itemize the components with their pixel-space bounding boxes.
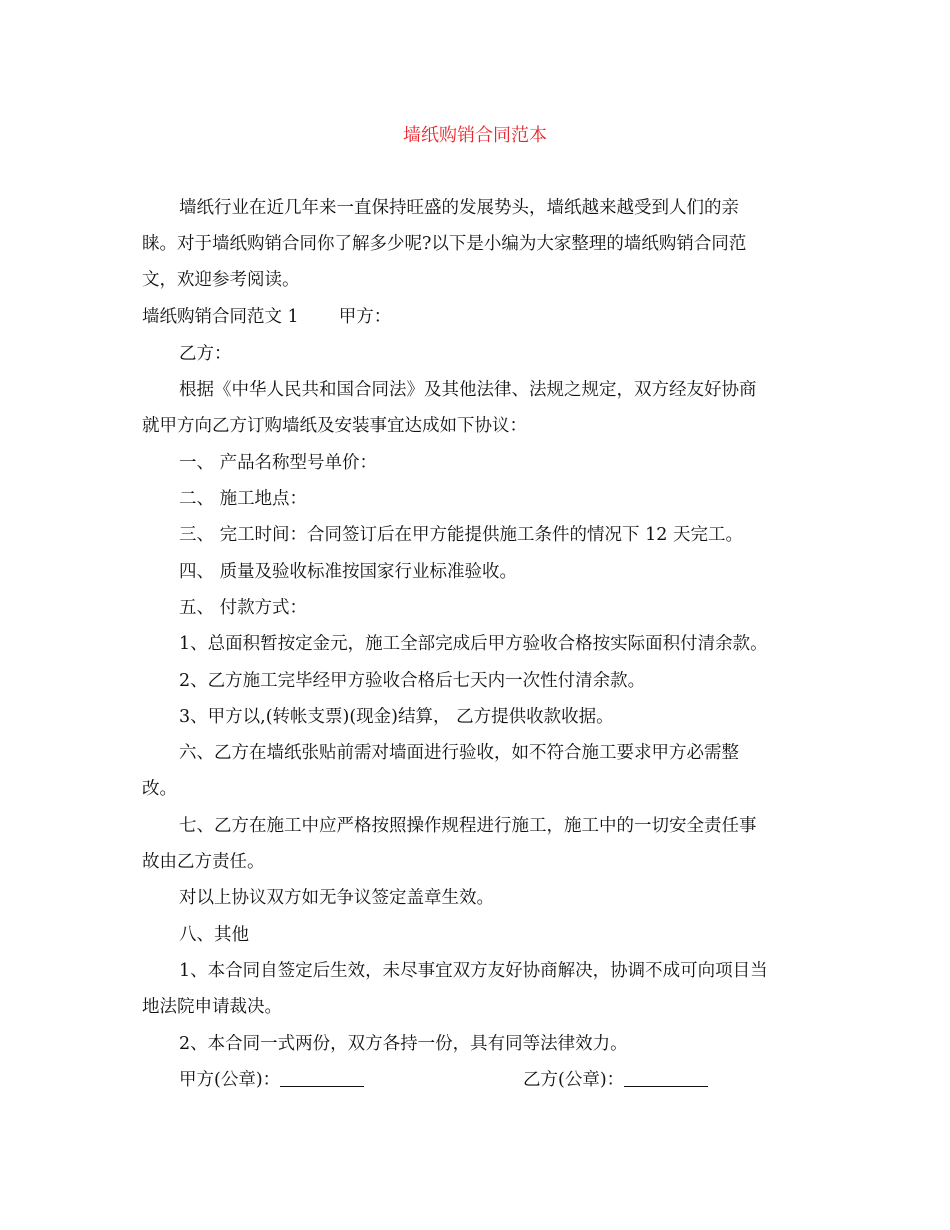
party-a-label: 甲方： [338,307,392,327]
clause-1: 一、 产品名称型号单价： [179,453,378,473]
party-b-seal-label: 乙方(公章)： [523,1070,625,1090]
clause-3: 三、 完工时间：合同签订后在甲方能提供施工条件的情况下 12 天完工。 [179,525,743,545]
other-1-line-1: 1、本合同自签定后生效，未尽事宜双方友好协商解决，协调不成可向项目当 [179,961,768,981]
signature-party-a [179,1068,364,1092]
party-a-signature-blank [280,1068,364,1087]
basis-line-2: 就甲方向乙方订购墙纸及安装事宜达成如下协议： [142,416,527,436]
payment-3: 3、甲方以,(转帐支票)(现金)结算， 乙方提供收款收据。 [179,707,614,727]
intro-line-1: 墙纸行业在近几年来一直保持旺盛的发展势头，墙纸越来越受到人们的亲 [179,198,739,218]
party-b-label: 乙方： [179,344,232,364]
party-a-seal-label: 甲方(公章)： [179,1070,281,1090]
basis-line-1: 根据《中华人民共和国合同法》及其他法律、法规之规定，双方经友好协商 [179,380,757,400]
clause-5: 五、 付款方式： [179,598,308,618]
clause-7-line-1: 七、乙方在施工中应严格按照操作规程进行施工，施工中的一切安全责任事 [179,816,757,836]
other-1-line-2: 地法院申请裁决。 [142,997,282,1017]
payment-1: 1、总面积暂按定金元，施工全部完成后甲方验收合格按实际面积付清余款。 [179,634,768,654]
page-title: 墙纸购销合同范本 [403,125,547,146]
contract-heading: 墙纸购销合同范文 1 [142,307,299,327]
clause-7-line-2: 故由乙方责任。 [142,852,265,872]
clause-6-line-2: 改。 [142,779,177,799]
contract-heading-row [142,305,391,329]
intro-line-2: 睐。对于墙纸购销合同你了解多少呢?以下是小编为大家整理的墙纸购销合同范 [142,234,747,254]
clause-2: 二、 施工地点： [179,489,308,509]
clause-4: 四、 质量及验收标准按国家行业标准验收。 [179,562,518,582]
agreement-line: 对以上协议双方如无争议签定盖章生效。 [179,888,494,908]
intro-line-3: 文，欢迎参考阅读。 [142,270,300,290]
signature-party-b [523,1068,708,1092]
clause-8: 八、其他 [179,925,249,945]
party-b-signature-blank [624,1068,708,1087]
payment-2: 2、乙方施工完毕经甲方验收合格后七天内一次性付清余款。 [179,671,646,691]
clause-6-line-1: 六、乙方在墙纸张贴前需对墙面进行验收，如不符合施工要求甲方必需整 [179,743,739,763]
other-2: 2、本合同一式两份，双方各持一份，具有同等法律效力。 [179,1034,628,1054]
